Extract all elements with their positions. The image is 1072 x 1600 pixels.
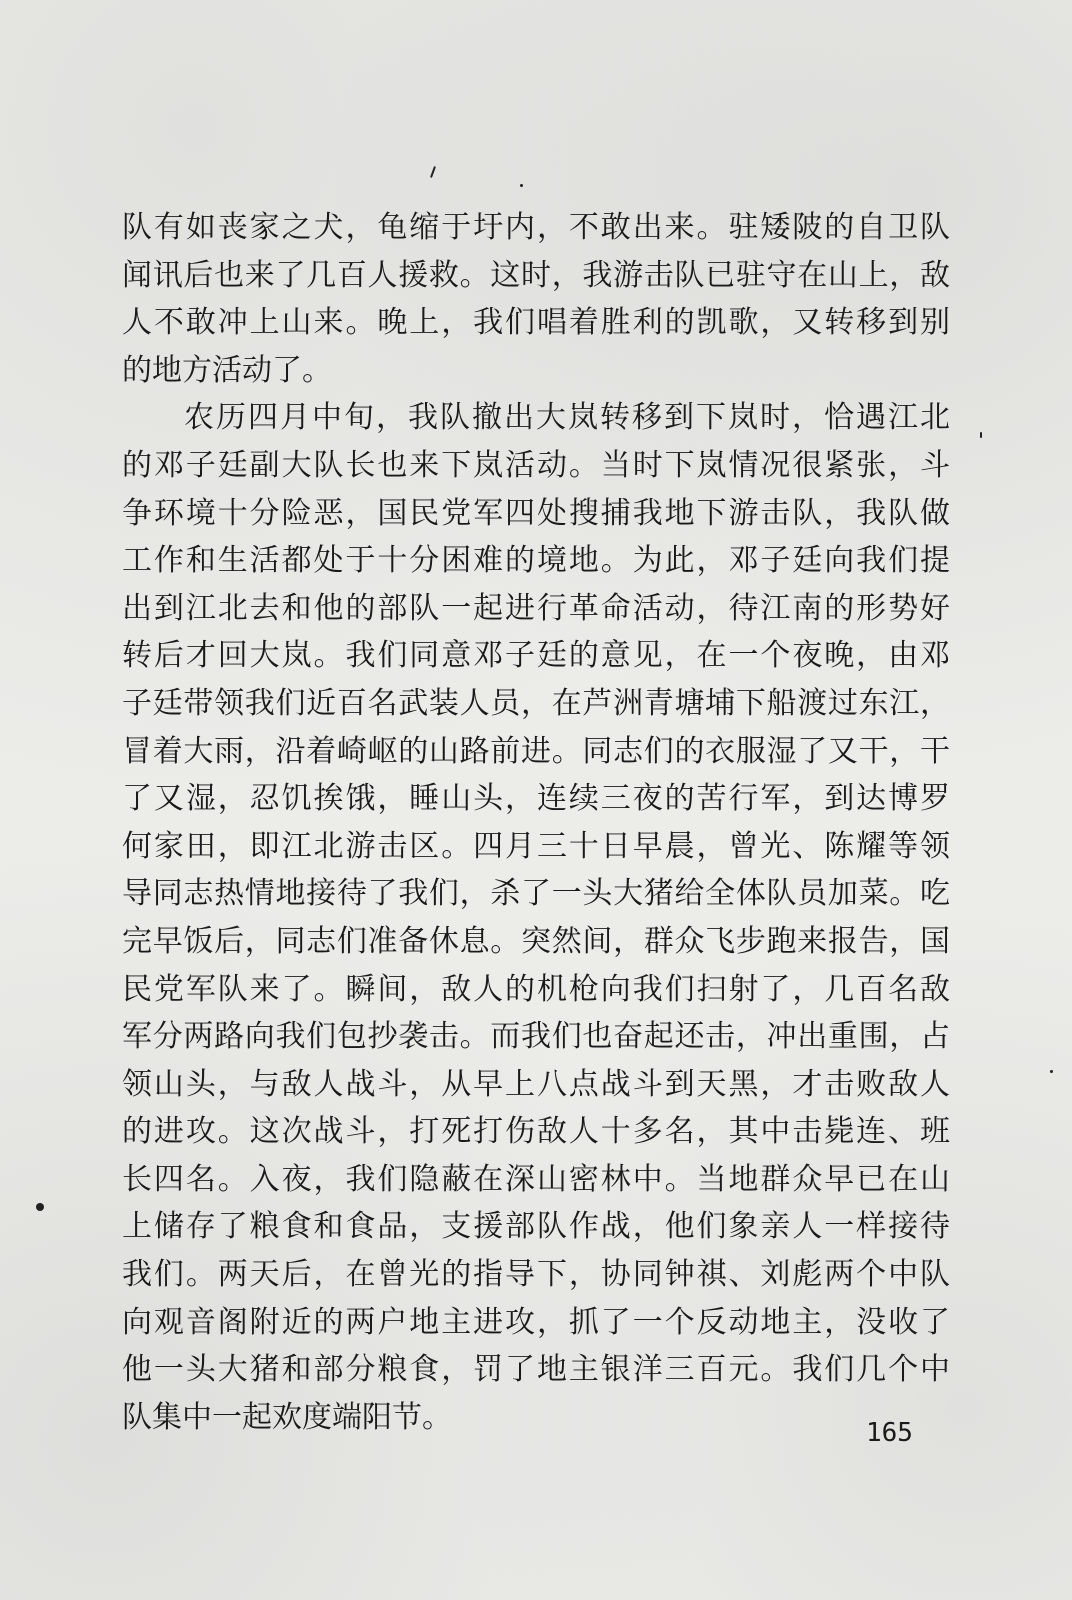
paragraph-first-line: 农历四月中旬，我队撤出大岚转移到下岚时，恰遇江北 <box>184 400 950 436</box>
text-line: 何家田，即江北游击区。四月三十日早晨，曾光、陈耀等领 <box>122 828 950 864</box>
text-line: 闻讯后也来了几百人援救。这时，我游击队已驻守在山上，敌 <box>122 257 950 293</box>
scan-speck <box>520 184 523 187</box>
text-line: 队集中一起欢度端阳节。 <box>122 1399 452 1435</box>
scan-speck <box>1050 1070 1053 1073</box>
text-line: 人不敢冲上山来。晚上，我们唱着胜利的凯歌，又转移到别 <box>122 305 950 341</box>
text-line: 军分两路向我们包抄袭击。而我们也奋起还击，冲出重围，占 <box>122 1019 950 1055</box>
scan-speck <box>36 1203 44 1211</box>
text-line: 我们。两天后，在曾光的指导下，协同钟祺、刘彪两个中队 <box>122 1257 950 1293</box>
text-line: 队有如丧家之犬，龟缩于圩内，不敢出来。驻矮陂的自卫队 <box>122 210 950 245</box>
text-line: 争环境十分险恶，国民党军四处搜捕我地下游击队，我队做 <box>122 495 950 531</box>
text-line: 了又湿，忍饥挨饿，睡山头，连续三夜的苦行军，到达博罗 <box>122 781 950 817</box>
scan-speck <box>980 432 982 438</box>
text-line: 工作和生活都处于十分困难的境地。为此，邓子廷向我们提 <box>122 543 950 579</box>
body-text <box>122 204 950 1441</box>
text-line: 转后才回大岚。我们同意邓子廷的意见，在一个夜晚，由邓 <box>122 638 950 674</box>
text-line: 领山头，与敌人战斗，从早上八点战斗到天黑，才击败敌人 <box>122 1066 950 1102</box>
scan-speck <box>430 166 436 178</box>
text-line: 他一头大猪和部分粮食，罚了地主银洋三百元。我们几个中 <box>122 1352 950 1388</box>
text-line: 的进攻。这次战斗，打死打伤敌人十多名，其中击毙连、班 <box>122 1114 950 1150</box>
text-line: 子廷带领我们近百名武装人员，在芦洲青塘埔下船渡过东江， <box>122 685 950 721</box>
page-number: 165 <box>866 1418 913 1448</box>
text-line: 冒着大雨，沿着崎岖的山路前进。同志们的衣服湿了又干，干 <box>122 733 950 769</box>
text-line: 完早饭后，同志们准备休息。突然间，群众飞步跑来报告，国 <box>122 923 950 959</box>
text-line: 的地方活动了。 <box>122 352 332 388</box>
text-line: 长四名。入夜，我们隐蔽在深山密林中。当地群众早已在山 <box>122 1161 950 1197</box>
text-line: 的邓子廷副大队长也来下岚活动。当时下岚情况很紧张，斗 <box>122 447 950 483</box>
text-line: 出到江北去和他的部队一起进行革命活动，待江南的形势好 <box>122 590 950 626</box>
text-line: 向观音阁附近的两户地主进攻，抓了一个反动地主，没收了 <box>122 1304 950 1340</box>
text-line: 上储存了粮食和食品，支援部队作战，他们象亲人一样接待 <box>122 1209 950 1245</box>
text-line: 导同志热情地接待了我们，杀了一头大猪给全体队员加菜。吃 <box>122 876 950 912</box>
text-line: 民党军队来了。瞬间，敌人的机枪向我们扫射了，几百名敌 <box>122 971 950 1007</box>
